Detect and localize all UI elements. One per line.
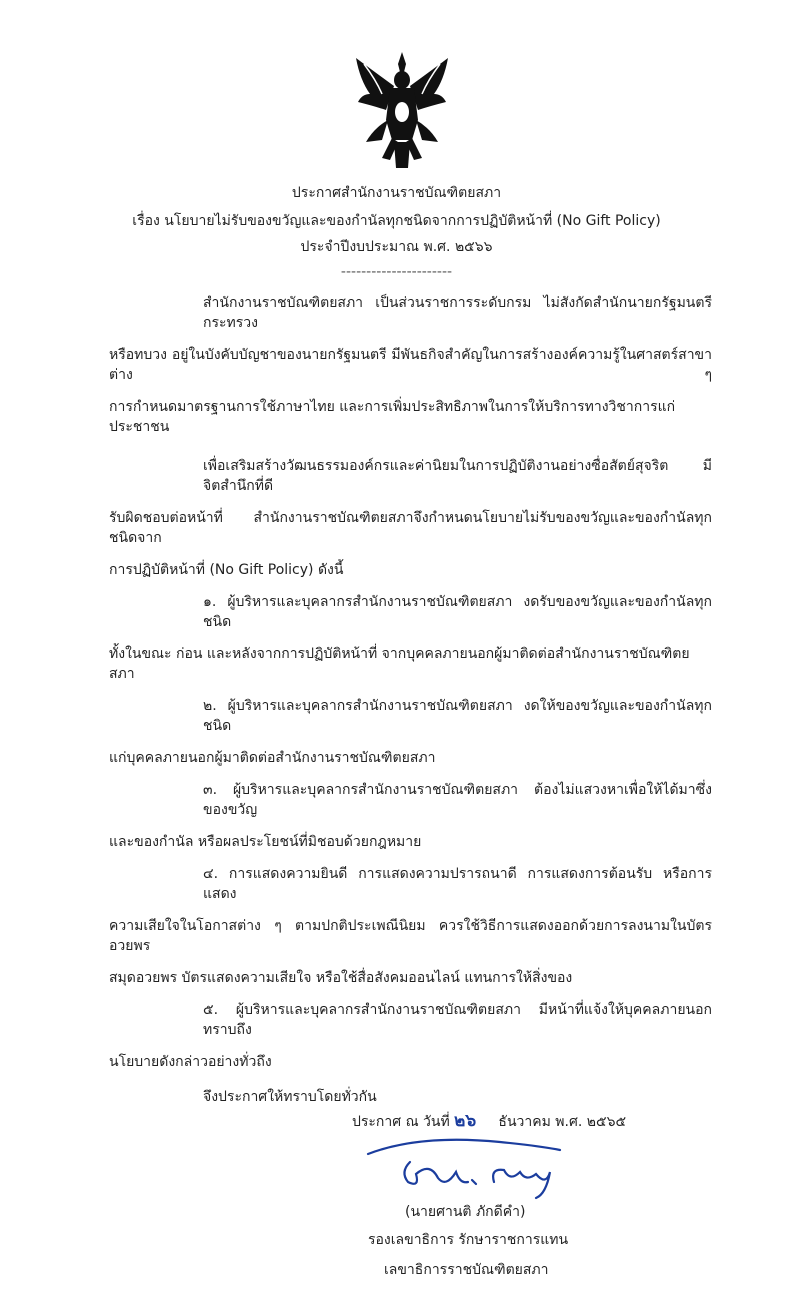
date-month-year: ธันวาคม พ.ศ. ๒๕๖๕ <box>498 1114 627 1130</box>
fiscal-year: ประจำปีงบประมาณ พ.ศ. ๒๕๖๖ <box>300 239 493 255</box>
closing-statement: จึงประกาศให้ทราบโดยทั่วกัน <box>203 1089 377 1105</box>
item-2-line: ๒. ผู้บริหารและบุคลากรสำนักงานราชบัณฑิตยสภา งดให้ของขวัญและของกำนัลทุกชนิด <box>203 698 712 734</box>
item-1-line: ๑. ผู้บริหารและบุคลากรสำนักงานราชบัณฑิตยสภา งดรับของขวัญและของกำนัลทุกชนิด <box>203 594 712 630</box>
signatory-position: รองเลขาธิการ รักษาราชการแทน <box>368 1232 569 1248</box>
divider: ---------------------- <box>340 264 453 280</box>
paragraph2-line: เพื่อเสริมสร้างวัฒนธรรมองค์กรและค่านิยมในการปฏิบัติงานอย่างซื่อสัตย์สุจริต มีจิตสำนึกที่ดี <box>203 458 712 494</box>
item-5-line: นโยบายดังกล่าวอย่างทั่วถึง <box>109 1054 272 1070</box>
item-1-line: ทั้งในขณะ ก่อน และหลังจากการปฏิบัติหน้าที่ จากบุคคลภายนอกผู้มาติดต่อสำนักงานราชบัณฑิตยสภา <box>109 646 690 682</box>
paragraph1-line: สำนักงานราชบัณฑิตยสภา เป็นส่วนราชการระดับกรม ไม่สังกัดสำนักนายกรัฐมนตรี กระทรวง <box>203 295 712 331</box>
paragraph1-line: การกำหนดมาตรฐานการใช้ภาษาไทย และการเพิ่มประสิทธิภาพในการให้บริการทางวิชาการแก่ประชาชน <box>109 399 676 435</box>
announcement-subject: เรื่อง นโยบายไม่รับของขวัญและของกำนัลทุกชนิดจากการปฏิบัติหน้าที่ (No Gift Policy) <box>132 213 661 229</box>
item-4-line: ความเสียใจในโอกาสต่าง ๆ ตามปกติประเพณีนิยม ควรใช้วิธีการแสดงออกด้วยการลงนามในบัตรอวยพร <box>109 918 712 954</box>
item-4-line: สมุดอวยพร บัตรแสดงความเสียใจ หรือใช้สื่อสังคมออนไลน์ แทนการให้สิ่งของ <box>109 970 573 986</box>
item-3-line: ๓. ผู้บริหารและบุคลากรสำนักงานราชบัณฑิตยสภา ต้องไม่แสวงหาเพื่อให้ได้มาซึ่งของขวัญ <box>203 782 712 818</box>
paragraph2-line: การปฏิบัติหน้าที่ (No Gift Policy) ดังนี้ <box>109 562 344 578</box>
item-2-line: แก่บุคคลภายนอกผู้มาติดต่อสำนักงานราชบัณฑิตยสภา <box>109 750 436 766</box>
paragraph1-line: หรือทบวง อยู่ในบังคับบัญชาของนายกรัฐมนตรี มีพันธกิจสำคัญในการสร้างองค์ความรู้ในศาสตร์สาขาต่าง ๆ <box>109 347 712 383</box>
paragraph2-line: รับผิดชอบต่อหน้าที่ สำนักงานราชบัณฑิตยสภาจึงกำหนดนโยบายไม่รับของขวัญและของกำนัลทุกชนิดจาก <box>109 510 712 546</box>
signatory-title: เลขาธิการราชบัณฑิตยสภา <box>384 1262 549 1278</box>
garuda-emblem <box>352 50 452 172</box>
announcement-org: ประกาศสำนักงานราชบัณฑิตยสภา <box>291 185 502 201</box>
date-day: ๒๖ <box>454 1111 477 1131</box>
announcement-date <box>352 1111 772 1132</box>
document-body <box>0 183 793 1292</box>
item-5-line: ๕. ผู้บริหารและบุคลากรสำนักงานราชบัณฑิตยสภา มีหน้าที่แจ้งให้บุคคลภายนอกทราบถึง <box>203 1002 712 1038</box>
signature <box>360 1132 590 1202</box>
date-prefix: ประกาศ ณ วันที่ <box>352 1114 450 1130</box>
item-3-line: และของกำนัล หรือผลประโยชน์ที่มิชอบด้วยกฎหมาย <box>109 834 422 850</box>
signatory-name: (นายศานติ ภักดีคำ) <box>405 1204 526 1220</box>
item-4-line: ๔. การแสดงความยินดี การแสดงความปรารถนาดี การแสดงการต้อนรับ หรือการแสดง <box>203 866 712 902</box>
